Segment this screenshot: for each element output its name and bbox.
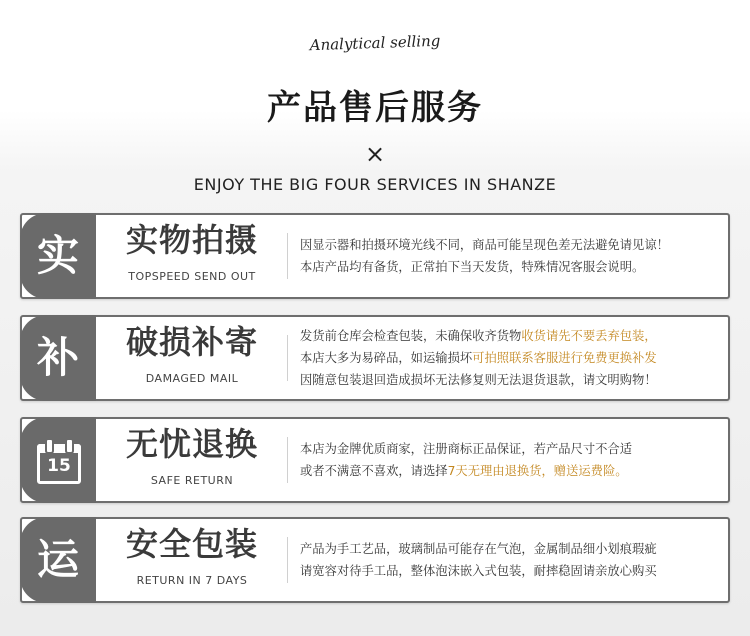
desc-line xyxy=(300,325,720,347)
desc-highlight: 收货请先不要丢弃包装， xyxy=(521,329,657,343)
service-description xyxy=(300,317,720,399)
badge-tab xyxy=(20,213,96,299)
desc-text: 发货前仓库会检查包装，未确保收齐货物 xyxy=(300,329,522,343)
divider xyxy=(287,233,288,279)
divider xyxy=(287,537,288,583)
service-description xyxy=(300,419,720,501)
desc-line xyxy=(300,256,720,278)
desc-line xyxy=(300,347,720,369)
badge-char: 运 xyxy=(36,535,79,584)
calendar-number: 15 xyxy=(47,456,71,476)
service-title: 破损补寄 xyxy=(125,323,258,361)
service-card-photo xyxy=(20,213,730,299)
service-subtitle: RETURN IN 7 DAYS xyxy=(136,574,248,587)
desc-text: 因显示器和拍摄环境光线不同，商品可能呈现色差无法避免请见谅！ xyxy=(300,238,669,252)
service-subtitle: TOPSPEED SEND OUT xyxy=(128,270,256,283)
desc-highlight: 可拍照联系客服进行免费更换补发 xyxy=(472,351,657,365)
service-label xyxy=(102,317,282,399)
desc-text: 本店为金牌优质商家，注册商标正品保证，若产品尺寸不合适 xyxy=(300,442,633,456)
service-description xyxy=(300,215,720,297)
service-label xyxy=(102,519,282,601)
desc-text: 或者不满意不喜欢，请选择 xyxy=(300,464,448,478)
desc-line xyxy=(300,369,720,391)
service-title: 实物拍摄 xyxy=(125,221,258,259)
desc-line xyxy=(300,560,720,582)
tagline: Analytical selling xyxy=(309,31,441,55)
desc-text: 产品为手工艺品，玻璃制品可能存在气泡，金属制品细小划痕瑕疵 xyxy=(300,542,657,556)
service-label xyxy=(102,419,282,501)
service-card-damage xyxy=(20,315,730,401)
desc-line xyxy=(300,460,720,482)
service-card-return xyxy=(20,417,730,503)
service-title: 安全包装 xyxy=(125,525,258,563)
desc-highlight: 7天无理由退换货，赠送运费险。 xyxy=(447,464,628,478)
calendar-icon xyxy=(35,438,81,482)
badge-tab xyxy=(20,315,96,401)
desc-text: 本店产品均有备货，正常拍下当天发货，特殊情况客服会说明。 xyxy=(300,260,645,274)
desc-line xyxy=(300,438,720,460)
divider xyxy=(287,437,288,483)
desc-text: 请宽容对待手工品，整体泡沫嵌入式包装，耐摔稳固请亲放心购买 xyxy=(300,564,657,578)
service-subtitle: DAMAGED MAIL xyxy=(145,372,239,385)
desc-line xyxy=(300,234,720,256)
service-card-packaging xyxy=(20,517,730,603)
service-title: 无忧退换 xyxy=(125,425,258,463)
service-description xyxy=(300,519,720,601)
badge-char: 实 xyxy=(36,231,79,280)
badge-char: 补 xyxy=(36,333,79,382)
divider xyxy=(287,335,288,381)
page-subtitle: ENJOY THE BIG FOUR SERVICES IN SHANZE xyxy=(193,175,557,194)
service-subtitle: SAFE RETURN xyxy=(150,474,234,487)
desc-text: 本店大多为易碎品，如运输损坏 xyxy=(300,351,473,365)
badge-tab xyxy=(20,517,96,603)
desc-text: 因随意包装退回造成损坏无法修复则无法退货退款，请文明购物！ xyxy=(300,373,657,387)
page-title: 产品售后服务 xyxy=(267,88,483,128)
cross-mark: × xyxy=(364,140,386,168)
service-label xyxy=(102,215,282,297)
badge-tab xyxy=(20,417,96,503)
desc-line xyxy=(300,538,720,560)
